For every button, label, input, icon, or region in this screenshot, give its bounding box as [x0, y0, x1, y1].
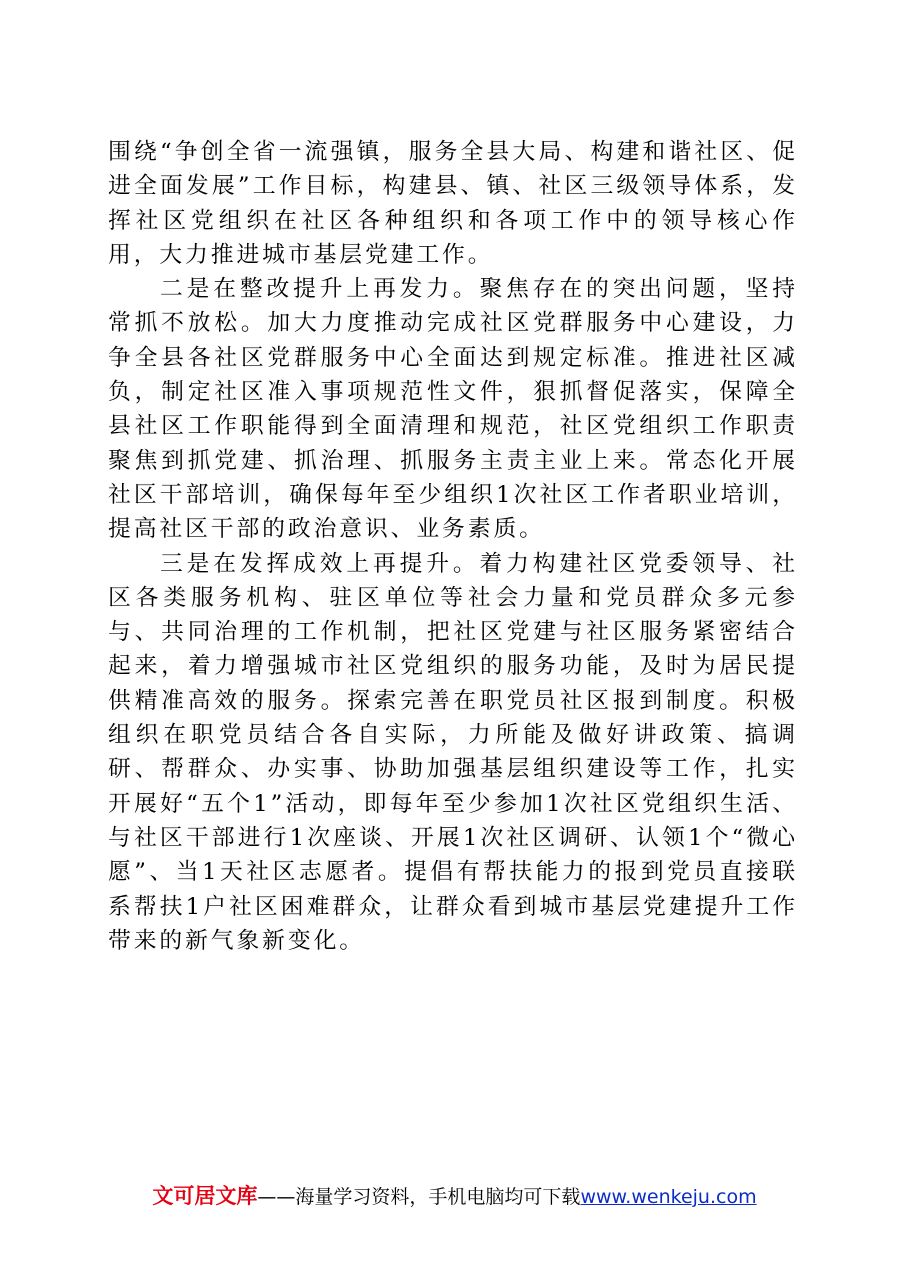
document-body — [108, 135, 798, 958]
footer-brand: 文可居文库 — [152, 1184, 258, 1208]
paragraph-point-two: 二是在整改提升上再发力。聚焦存在的突出问题，坚持常抓不放松。加大力度推动完成社区党群服务中心建设，力争全县各社区党群服务中心全面达到规定标准。推进社区减负，制定社区准入事项规范性文件，狠抓督促落实，保障全县社区工作职能得到全面清理和规范，社区党组织工作职责聚焦到抓党建、抓治理、抓服务主责主业上来。常态化开展社区干部培训，确保每年至少组织1次社区工作者职业培训，提高社区干部的政治意识、业务素质。 — [108, 276, 798, 543]
footer-banner — [0, 1183, 909, 1210]
footer-url-link[interactable]: www.wenkeju.com — [580, 1186, 757, 1208]
paragraph-continuation: 围绕“争创全省一流强镇，服务全县大局、构建和谐社区、促进全面发展”工作目标，构建县、镇、社区三级领导体系，发挥社区党组织在社区各种组织和各项工作中的领导核心作用，大力推进城市基层党建工作。 — [108, 139, 798, 268]
paragraph-point-three: 三是在发挥成效上再提升。着力构建社区党委领导、社区各类服务机构、驻区单位等社会力量和党员群众多元参与、共同治理的工作机制，把社区党建与社区服务紧密结合起来，着力增强城市社区党组织的服务功能，及时为居民提供精准高效的服务。探索完善在职党员社区报到制度。积极组织在职党员结合各自实际，力所能及做好讲政策、搞调研、帮群众、办实事、协助加强基层组织建设等工作，扎实开展好“五个1”活动，即每年至少参加1次社区党组织生活、与社区干部进行1次座谈、开展1次社区调研、认领1个“微心愿”、当1天社区志愿者。提倡有帮扶能力的报到党员直接联系帮扶1户社区困难群众，让群众看到城市基层党建提升工作带来的新气象新变化。 — [108, 550, 798, 954]
footer-slogan: ——海量学习资料，手机电脑均可下载 — [257, 1186, 581, 1208]
